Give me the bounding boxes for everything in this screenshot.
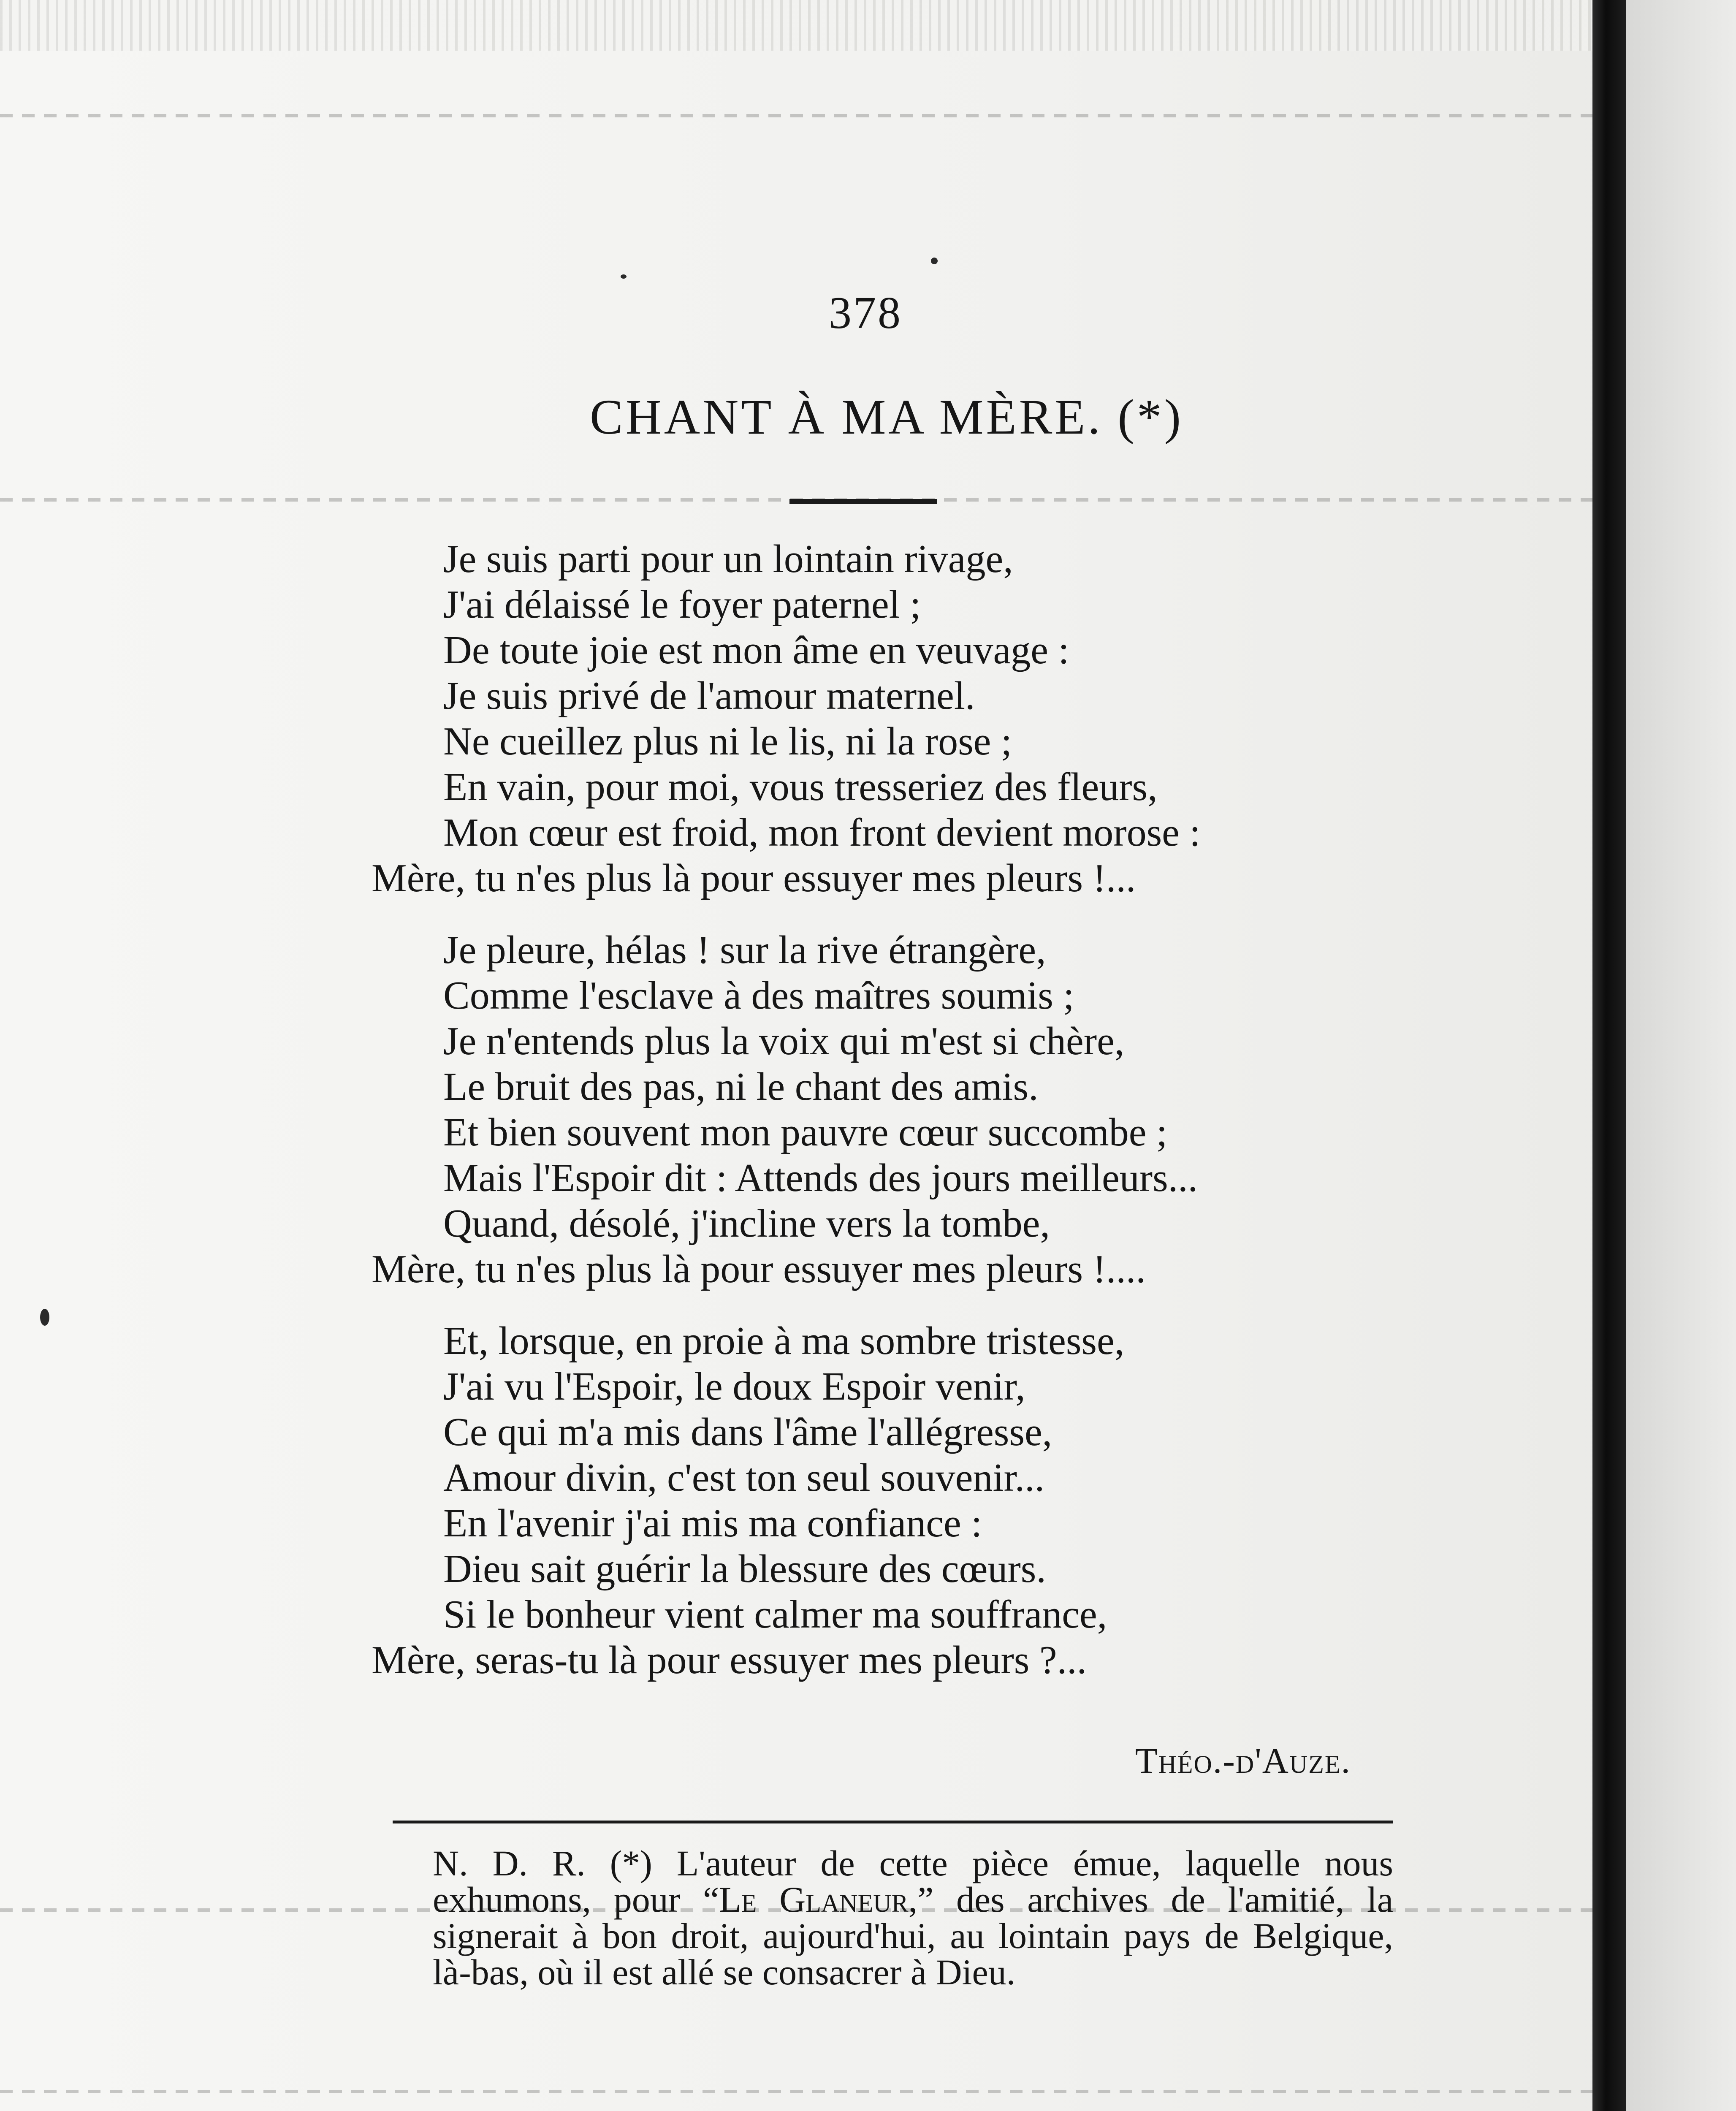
- editor-note-text: [393, 1845, 1393, 1990]
- page-number: 378: [829, 288, 902, 338]
- scan-line-artifact: [0, 2090, 1630, 2093]
- poem-refrain: Mère, tu n'es plus là pour essuyer mes pleurs !....: [372, 1247, 1146, 1291]
- poem-line: Ne cueillez plus ni le lis, ni la rose ;: [443, 719, 1012, 763]
- title-divider: [789, 499, 937, 504]
- stanza: [372, 1318, 1427, 1683]
- poem-line: Le bruit des pas, ni le chant des amis.: [443, 1065, 1039, 1109]
- poem-line: Je n'entends plus la voix qui m'est si chère,: [443, 1019, 1125, 1063]
- poem-line: Je suis parti pour un lointain rivage,: [443, 537, 1013, 581]
- editor-note: [393, 1845, 1393, 1990]
- poem-line: Dieu sait guérir la blessure des cœurs.: [443, 1547, 1046, 1591]
- poem-line: Comme l'esclave à des maîtres soumis ;: [443, 974, 1074, 1018]
- poem-body: [372, 536, 1427, 1709]
- poem-line: De toute joie est mon âme en veuvage :: [443, 628, 1069, 672]
- poem-line: J'ai vu l'Espoir, le doux Espoir venir,: [443, 1365, 1025, 1408]
- poem-refrain: Mère, tu n'es plus là pour essuyer mes pleurs !...: [372, 856, 1136, 900]
- book-binding-edge: [1592, 0, 1626, 2111]
- poem-line: Amour divin, c'est ton seul souvenir...: [443, 1456, 1045, 1500]
- stanza: [372, 927, 1427, 1292]
- stanza: [372, 536, 1427, 901]
- poem-line: Et bien souvent mon pauvre cœur succombe ;: [443, 1110, 1168, 1154]
- poem-line: Je pleure, hélas ! sur la rive étrangère,: [443, 928, 1046, 972]
- poem-line: Mon cœur est froid, mon front devient morose :: [443, 811, 1201, 855]
- poem-line: J'ai délaissé le foyer paternel ;: [443, 583, 921, 627]
- poem-line: Quand, désolé, j'incline vers la tombe,: [443, 1202, 1050, 1245]
- poem-line: En l'avenir j'ai mis ma confiance :: [443, 1501, 982, 1545]
- poem-line: Ce qui m'a mis dans l'âme l'allégresse,: [443, 1410, 1052, 1454]
- author-signature: Théo.-d'Auze.: [1135, 1740, 1351, 1781]
- poem-title: CHANT À MA MÈRE. (*): [589, 389, 1183, 445]
- poem-line: Et, lorsque, en proie à ma sombre tristesse,: [443, 1319, 1125, 1363]
- ink-speck: [621, 274, 627, 279]
- journal-name: Le Glaneur: [719, 1879, 909, 1920]
- editor-note-before: N. D. R. (*) L'auteur de cette pièce émue, laquelle nous exhumons, pour “: [433, 1843, 1393, 1920]
- editor-note-after: ,” des archives de l'amitié, la signerait à bon droit, aujourd'hui, au lointain pays de Belgique, là-bas, où il est allé se consacrer à Dieu.: [433, 1879, 1393, 1992]
- scan-noise-top: [0, 0, 1596, 51]
- poem-line: Mais l'Espoir dit : Attends des jours meilleurs...: [443, 1156, 1198, 1200]
- ink-speck: [931, 258, 938, 264]
- ink-speck: [40, 1309, 49, 1326]
- scan-line-artifact: [0, 114, 1630, 117]
- poem-line: Je suis privé de l'amour maternel.: [443, 674, 975, 718]
- poem-line: Si le bonheur vient calmer ma souffrance,: [443, 1593, 1107, 1636]
- poem-line: En vain, pour moi, vous tresseriez des fleurs,: [443, 765, 1158, 809]
- footnote-divider: [393, 1821, 1393, 1823]
- adjacent-page-edge: [1626, 0, 1736, 2111]
- poem-refrain: Mère, seras-tu là pour essuyer mes pleurs ?...: [372, 1638, 1087, 1682]
